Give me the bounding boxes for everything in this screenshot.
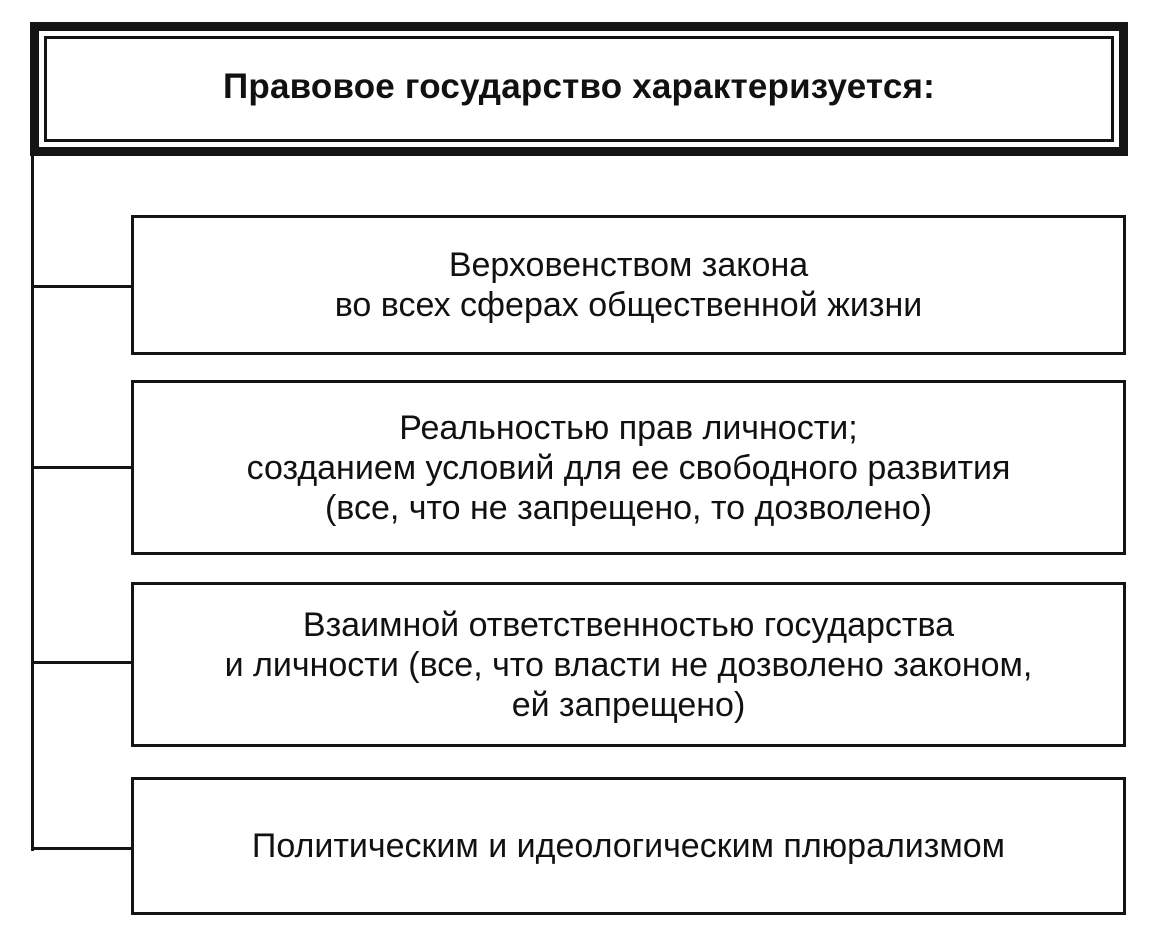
connector-trunk-line [31, 156, 34, 851]
characteristic-text-4: Политическим и идеологическим плюрализмом [251, 827, 1006, 865]
title-box-inner-border [44, 36, 1114, 142]
characteristic-box-1 [131, 215, 1126, 355]
connector-branch-1 [31, 285, 132, 288]
characteristic-text-2: Реальностью прав личности; созданием условий для ее свободного развития (все, что не запрещено, то дозволено) [246, 408, 1011, 527]
characteristic-box-2 [131, 380, 1126, 555]
characteristic-text-3: Взаимной ответственностью государства и личности (все, что власти не дозволено законом, ей запрещено) [224, 605, 1033, 724]
connector-branch-4 [31, 847, 132, 850]
connector-branch-2 [31, 466, 132, 469]
characteristic-box-3 [131, 582, 1126, 747]
characteristic-box-4 [131, 777, 1126, 915]
connector-branch-3 [31, 661, 132, 664]
characteristic-text-1: Верховенством закона во всех сферах общественной жизни [334, 246, 923, 324]
diagram-title: Правовое государство характеризуется: [223, 67, 935, 106]
title-box [30, 22, 1128, 156]
